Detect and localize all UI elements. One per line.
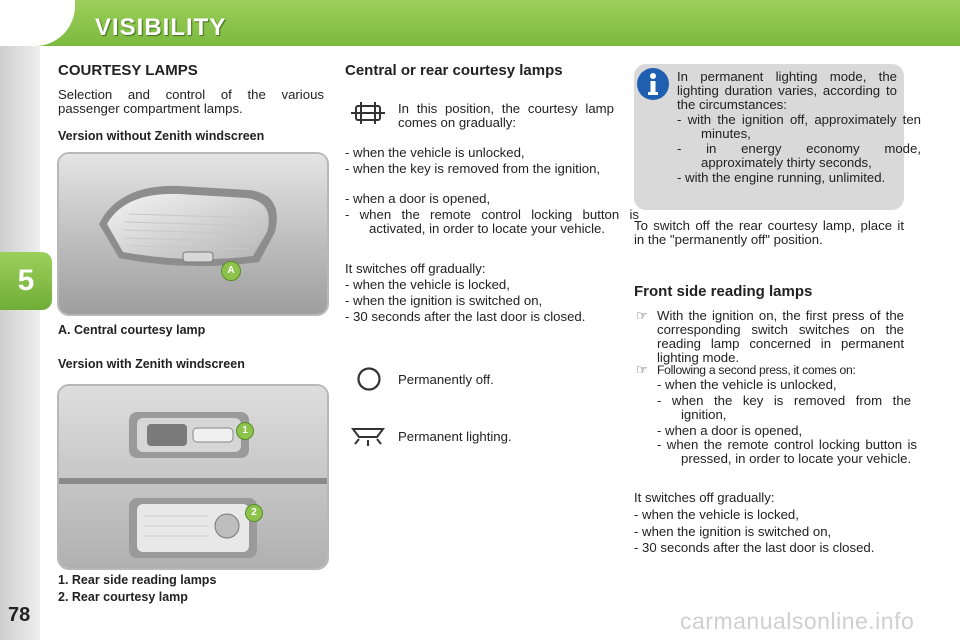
courtesy-intro: Selection and control of the various passenger compartment lamps. [58,87,324,116]
on-item-key-removed: - when the key is removed from the ignition, [345,161,601,176]
info-item-engine-running: - with the engine running, unlimited. [677,170,886,185]
side-strip [0,46,40,640]
permanent-lighting-icon [350,424,386,453]
caption-rear-courtesy-lamp: 2. Rear courtesy lamp [58,590,188,604]
on-item-unlocked: - when the vehicle is unlocked, [345,145,525,160]
pointing-hand-icon: ☞ [636,362,648,377]
info-icon [636,67,670,106]
watermark: carmanualsonline.info [680,608,915,634]
permanent-lighting-text: Permanent lighting. [398,429,512,444]
front-bullet-first-press: With the ignition on, the first press of the corresponding switch switches on the reading lamp concerned in permanent lighting mode. [657,308,904,365]
info-intro: In permanent lighting mode, the lighting duration varies, according to the circumstances: [677,69,897,112]
pointing-hand-icon: ☞ [636,308,648,323]
front-off-item-30-seconds: - 30 seconds after the last door is closed. [634,540,875,555]
permanently-off-icon [356,366,382,397]
off-intro: It switches off gradually: [345,261,486,276]
on-item-door-opened: - when a door is opened, [345,191,491,206]
front-on-item-door-opened: - when a door is opened, [657,423,803,438]
page-number: 78 [8,604,31,626]
central-rear-courtesy-heading: Central or rear courtesy lamps [345,62,563,79]
version-with-zenith-heading: Version with Zenith windscreen [58,357,245,371]
door-position-icon [350,100,386,131]
central-courtesy-lamp-photo [57,152,329,316]
chapter-tab[interactable]: 5 [0,252,52,310]
front-bullet-second-press: Following a second press, it comes on: [657,363,856,377]
rear-lamps-photo [57,384,329,570]
page-title: VISIBILITY [95,14,227,41]
front-off-item-locked: - when the vehicle is locked, [634,507,799,522]
switch-off-text: To switch off the rear courtesy lamp, place it in the "permanently off" position. [634,218,904,247]
front-on-item-remote-locking: - when the remote control locking button is pressed, in order to locate your vehicle. [657,437,917,466]
permanently-off-text: Permanently off. [398,372,494,387]
info-item-ignition-off: - with the ignition off, approximately ten minutes, [677,112,921,141]
front-on-item-key-removed: - when the key is removed from the ignition, [657,393,911,422]
on-item-remote-locking: - when the remote control locking button is activated, in order to locate your vehicle. [345,207,639,236]
photo-marker-1: 1 [236,422,254,440]
caption-central-courtesy-lamp: A. Central courtesy lamp [58,323,206,337]
off-item-locked: - when the vehicle is locked, [345,277,510,292]
photo-marker-2: 2 [245,504,263,522]
front-off-intro: It switches off gradually: [634,490,775,505]
photo-marker-a: A [221,261,241,281]
door-position-text: In this position, the courtesy lamp comes on gradually: [398,101,614,130]
front-on-item-unlocked: - when the vehicle is unlocked, [657,377,837,392]
front-reading-lamps-heading: Front side reading lamps [634,283,813,300]
front-off-item-ignition: - when the ignition is switched on, [634,524,832,539]
info-item-economy-mode: - in energy economy mode, approximately thirty seconds, [677,141,921,170]
off-item-ignition: - when the ignition is switched on, [345,293,543,308]
courtesy-lamps-heading: COURTESY LAMPS [58,62,198,79]
version-without-zenith-heading: Version without Zenith windscreen [58,129,265,143]
off-item-30-seconds: - 30 seconds after the last door is closed. [345,309,586,324]
caption-rear-side-reading-lamps: 1. Rear side reading lamps [58,573,217,587]
